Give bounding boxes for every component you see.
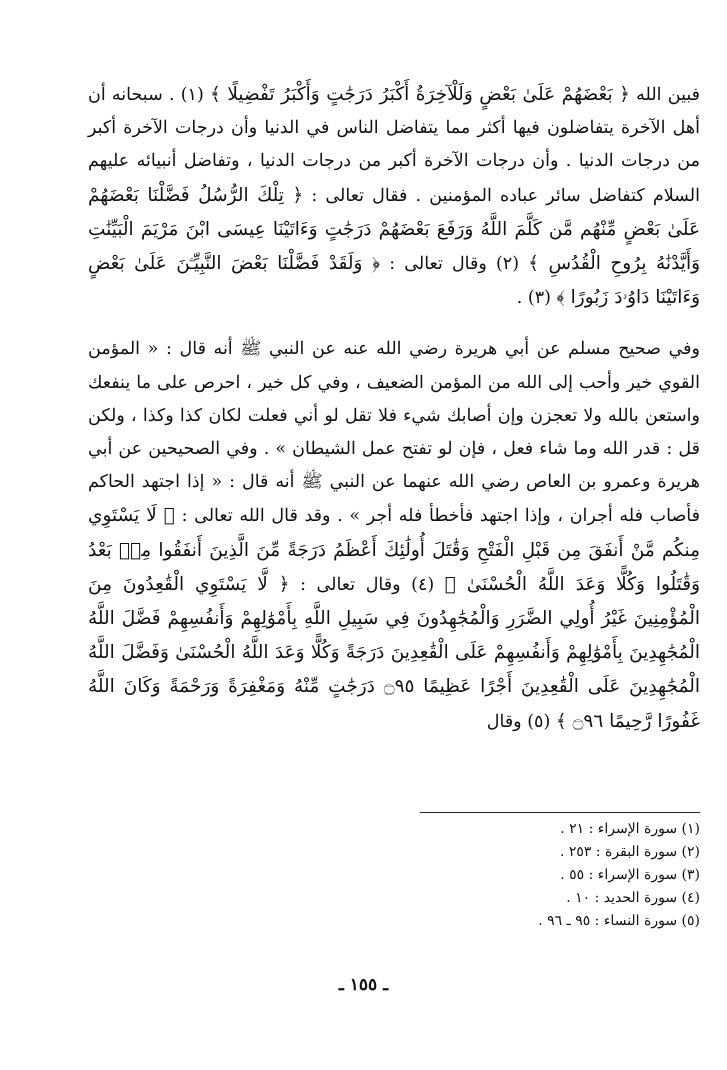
footnote-item: (٥) سورة النساء : ٩٥ ـ ٩٦ . bbox=[538, 913, 700, 929]
quran-verse-hadid-10: ﴿ لَا يَسْتَوِي مِنكُم مَّنْ أَنفَقَ مِن قَبْلِ الْفَتْحِ وَقَٰتَلَ أُولَٰئِكَ أَعْظَمُ دَرَجَةً مِّنَ الَّذِينَ أَنفَقُوا مِنۢ بَعْدُ وَقَٰتَلُوا وَكُلًّا وَعَدَ اللَّهُ الْحُسْنَىٰ ﴾ bbox=[88, 505, 701, 595]
footnote-divider bbox=[420, 812, 700, 813]
segment-text: (٢) وقال تعالى : bbox=[380, 254, 529, 275]
segment-text: (٣) . bbox=[516, 288, 557, 309]
quran-verse-baqara-253: ﴿ تِلْكَ الرُّسُلُ فَضَّلْنَا بَعْضَهُمْ عَلَىٰ بَعْضٍ مِّنْهُم مَّن كَلَّمَ اللَّهُ وَرَفَعَ بَعْضَهُمْ دَرَجَٰتٍ وَءَاتَيْنَا عِيسَى ابْنَ مَرْيَمَ الْبَيِّنَٰتِ وَأَيَّدْنَٰهُ بِرُوحِ الْقُدُسِ ﴾ bbox=[88, 184, 701, 275]
quran-verse-isra-55: ﴿ وَلَقَدْ فَضَّلْنَا بَعْضَ النَّبِيِّـۧنَ عَلَىٰ بَعْضٍ وَءَاتَيْنَا دَاوُۥدَ زَبُورًا ﴾ bbox=[88, 253, 700, 309]
paragraph-2 bbox=[88, 333, 700, 738]
footnotes-list bbox=[380, 818, 700, 933]
footnote-item: (٢) سورة البقرة : ٢٥٣ . bbox=[559, 844, 700, 860]
quran-verse-isra-21: ﴿ بَعْضَهُمْ عَلَىٰ بَعْضٍ وَلَلْآخِرَةُ أَكْبَرُ دَرَجَٰتٍ وَأَكْبَرُ تَفْضِيلًا ﴾ bbox=[210, 84, 630, 105]
segment-text: (٤) وقال تعالى : bbox=[289, 574, 445, 595]
hadith-text: وفي صحيح مسلم عن أبي هريرة رضي الله عنه عن النبي ﷺ أنه قال : « المؤمن القوي خير وأحب إلى الله من المؤمن الضعيف ، وفي كل خير ، احرص على ما ينفعك واستعن بالله ولا تعجزن وإن أصابك شيء فلا تقل لو أني فعلت لكان كذا وكذا ، ولكن قل : قدر الله وما شاء فعل ، فإن لو تفتح عمل الشيطان » . وفي الصحيحين عن أبي هريرة وعمرو بن العاص رضي الله عنهما عن النبي ﷺ أنه قال : « إذا اجتهد الحاكم فأصاب فله أجران ، وإذا اجتهد فأخطأ فله أجر » . وقد قال الله تعالى : bbox=[88, 339, 700, 527]
page-number: ـ ١٥٥ ـ bbox=[338, 975, 389, 995]
main-text bbox=[88, 78, 700, 739]
footnote-item: (١) سورة الإسراء : ٢١ . bbox=[560, 821, 700, 837]
footnote-item: (٣) سورة الإسراء : ٥٥ . bbox=[560, 867, 700, 883]
quran-verse-nisa-95-96: ﴿ لَّا يَسْتَوِي الْقَٰعِدُونَ مِنَ الْمُؤْمِنِينَ غَيْرُ أُولِي الضَّرَرِ وَالْمُجَٰهِدُونَ فِي سَبِيلِ اللَّهِ بِأَمْوَٰلِهِمْ وَأَنفُسِهِمْ فَضَّلَ اللَّهُ الْمُجَٰهِدِينَ بِأَمْوَٰلِهِمْ وَأَنفُسِهِمْ عَلَى الْقَٰعِدِينَ دَرَجَةً وَكُلًّا وَعَدَ اللَّهُ الْحُسْنَىٰ وَفَضَّلَ اللَّهُ الْمُجَٰهِدِينَ عَلَى الْقَٰعِدِينَ أَجْرًا عَظِيمًا ۝٩٥ دَرَجَٰتٍ مِّنْهُ وَمَغْفِرَةً وَرَحْمَةً وَكَانَ اللَّهُ غَفُورًا رَّحِيمًا ۝٩٦ ﴾ bbox=[88, 573, 700, 732]
segment-text: فبين الله bbox=[629, 85, 700, 105]
segment-text: (٥) وقال bbox=[486, 711, 556, 732]
paragraph-1 bbox=[88, 78, 700, 315]
segment-text: (١) . سبحانه أن أهل الآخرة يتفاضلون فيها أكثر مما يتفاضل الناس في الدنيا وأن درجات الآخرة أكبر من درجات الدنيا . وأن درجات الآخرة أكبر من درجات الدنيا ، وتفاضل أنبيائه عليهم السلام كتفاضل سائر عباده المؤمنين . فقال تعالى : bbox=[88, 85, 700, 206]
footnote-item: (٤) سورة الحديد : ١٠ . bbox=[566, 890, 700, 906]
